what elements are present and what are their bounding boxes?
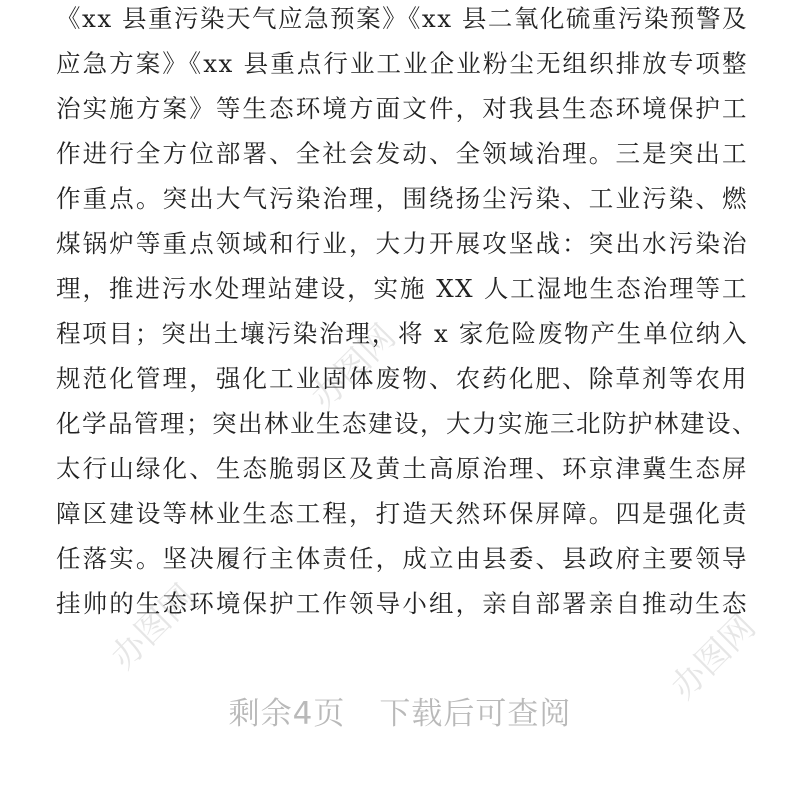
text-line: 煤锅炉等重点领域和行业，大力开展攻坚战：突出水污染治 (56, 229, 748, 258)
text-line: 作进行全方位部署、全社会发动、全领域治理。三是突出工 (56, 139, 748, 168)
text-line: 障区建设等林业生态工程，打造天然环保屏障。四是强化责 (56, 499, 748, 528)
body-text (56, 0, 758, 626)
text-line: 作重点。突出大气污染治理，围绕扬尘污染、工业污染、燃 (56, 184, 748, 213)
text-line: 任落实。坚决履行主体责任，成立由县委、县政府主要领导 (56, 544, 748, 573)
text-line: 程项目；突出土壤污染治理，将 x 家危险废物产生单位纳入 (56, 319, 748, 348)
download-prompt[interactable] (0, 688, 800, 733)
download-to-view-text: 下载后可查阅 (379, 696, 572, 732)
remaining-pages-text: 剩余4页 (228, 696, 346, 732)
text-line: 规范化管理，强化工业固体废物、农药化肥、除草剂等农用 (56, 364, 748, 393)
text-line: 治实施方案》等生态环境方面文件，对我县生态环境保护工 (56, 94, 748, 123)
text-line: 太行山绿化、生态脆弱区及黄土高原治理、环京津冀生态屏 (56, 454, 748, 483)
text-line: 《xx 县重污染天气应急预案》《xx 县二氧化硫重污染预警及 (56, 4, 748, 33)
watermark: 办图网 (103, 576, 204, 678)
watermark: 办图网 (303, 316, 404, 418)
text-line: 化学品管理；突出林业生态建设，大力实施三北防护林建设、 (56, 409, 758, 438)
text-line: 理，推进污水处理站建设，实施 XX 人工湿地生态治理等工 (56, 274, 748, 303)
watermark: 办图网 (663, 606, 764, 708)
text-line: 挂帅的生态环境保护工作领导小组，亲自部署亲自推动生态 (56, 589, 748, 618)
text-line: 应急方案》《xx 县重点行业工业企业粉尘无组织排放专项整 (56, 49, 748, 78)
